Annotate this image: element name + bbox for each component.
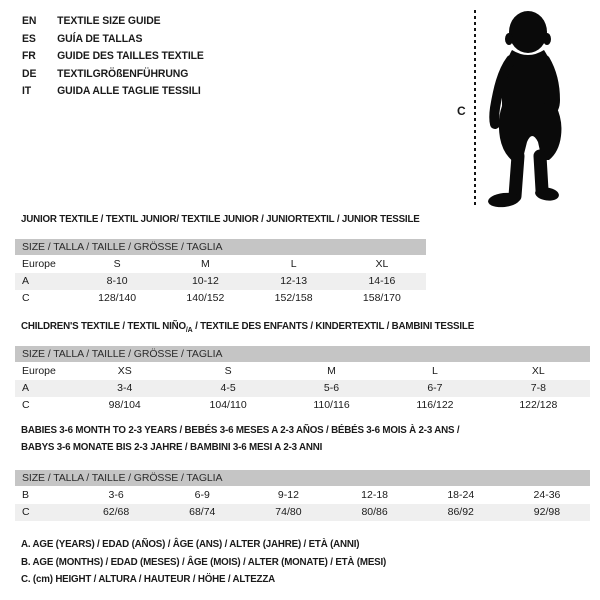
row-label: C [22,506,30,518]
height-measure-label: C [457,104,466,118]
cell-value: 122/128 [519,399,558,411]
footnote-b: B. AGE (MONTHS) / EDAD (MESES) / ÂGE (MOIS) / ALTER (MONATE) / ETÀ (MESI) [21,555,387,568]
cell-value: 116/122 [416,399,454,411]
table-row [15,397,590,414]
cell-value: 98/104 [108,399,141,411]
cell-value: 152/158 [274,292,313,304]
language-row [22,13,204,31]
junior-table-title: JUNIOR TEXTILE / TEXTIL JUNIOR/ TEXTILE JUNIOR / JUNIORTEXTIL / JUNIOR TESSILE [21,213,420,225]
row-label: Europe [22,365,56,377]
cell-value: 9-12 [277,489,299,501]
table-row [15,363,590,380]
cell-value: XS [117,365,132,377]
cell-value: XL [531,365,545,377]
size-header-bar: SIZE / TALLA / TAILLE / GRÖSSE / TAGLIA [15,470,590,486]
row-label: Europe [22,258,56,270]
language-title: TEXTILGRÖßENFÜHRUNG [57,67,189,80]
table-row [15,290,426,307]
cell-value: 3-4 [117,382,133,394]
children-title-text: / TEXTILE DES ENFANTS / KINDERTEXTIL / BAMBINI TESSILE [192,320,475,332]
language-title: TEXTILE SIZE GUIDE [57,15,161,27]
cell-value: 12-13 [280,275,308,287]
babies-table-title [21,422,459,456]
cell-value: 4-5 [220,382,236,394]
cell-value: 110/116 [313,399,350,411]
language-row [22,31,204,49]
cell-value: 8-10 [106,275,128,287]
cell-value: 128/140 [98,292,137,304]
cell-value: 68/74 [189,506,216,518]
cell-value: 10-12 [191,275,219,287]
language-code: IT [22,85,32,97]
cell-value: 7-8 [530,382,546,394]
cell-value: 18-24 [447,489,475,501]
cell-value: L [432,365,438,377]
cell-value: 104/110 [209,399,247,411]
cell-value: 14-16 [368,275,396,287]
baby-silhouette-icon [482,8,597,213]
cell-value: 5-6 [323,382,340,394]
language-code: ES [22,32,36,45]
cell-value: XL [375,258,389,270]
children-size-table [15,346,590,414]
size-header-bar: SIZE / TALLA / TAILLE / GRÖSSE / TAGLIA [15,239,426,255]
size-header-bar: SIZE / TALLA / TAILLE / GRÖSSE / TAGLIA [15,346,590,362]
table-row [15,273,426,290]
row-label: A [22,382,30,394]
cell-value: 6-9 [194,489,210,501]
cell-value: 24-36 [533,489,561,501]
language-code: FR [22,50,36,62]
language-title: GUIDA ALLE TAGLIE TESSILI [57,85,201,97]
row-label: A [22,275,30,287]
language-title-list [22,13,204,101]
cell-value: L [290,258,297,270]
row-label: C [22,399,30,411]
table-row [15,256,426,273]
cell-value: 62/68 [102,506,130,518]
cell-value: 74/80 [275,506,302,518]
footnote-c: C. (cm) HEIGHT / ALTURA / HAUTEUR / HÖHE / ALTEZZA [21,573,275,585]
children-title-text: CHILDREN'S TEXTILE / TEXTIL NIÑO [21,320,186,332]
junior-size-table [15,239,426,307]
cell-value: S [224,365,232,377]
babies-size-table [15,470,590,521]
footnote-list [21,536,386,589]
row-label: B [22,489,30,501]
babies-title-line2: BABYS 3-6 MONATE BIS 2-3 JAHRE / BAMBINI 3-6 MESI A 2-3 ANNI [21,441,323,453]
cell-value: 12-18 [361,489,389,501]
table-row [15,380,590,397]
cell-value: 86/92 [447,506,474,518]
cell-value: 6-7 [427,382,443,394]
babies-title-line1: BABIES 3-6 MONTH TO 2-3 YEARS / BEBÉS 3-6 MESES A 2-3 AÑOS / BÉBÉS 3-6 MOIS À 2-3 ANS / [21,424,460,436]
table-row [15,487,590,504]
language-row [22,48,204,66]
cell-value: 80/86 [361,506,388,518]
table-row [15,504,590,521]
height-dashed-line [474,10,476,208]
language-row [22,66,204,84]
language-code: DE [22,67,37,80]
cell-value: 140/152 [186,292,225,304]
cell-value: 158/170 [362,292,401,304]
cell-value: M [201,258,210,270]
cell-value: 92/98 [533,506,561,518]
language-code: EN [22,15,37,27]
children-table-title [21,318,474,338]
cell-value: M [327,365,336,377]
language-title: GUÍA DE TALLAS [57,32,143,45]
language-title: GUIDE DES TAILLES TEXTILE [57,50,204,62]
footnote-a: A. AGE (YEARS) / EDAD (AÑOS) / ÂGE (ANS) / ALTER (JAHRE) / ETÀ (ANNI) [21,538,360,550]
children-title-subscript: /A [185,325,193,335]
baby-height-figure [455,6,600,213]
language-row [22,83,204,101]
cell-value: S [113,258,121,270]
cell-value: 3-6 [108,489,124,501]
row-label: C [22,292,30,304]
